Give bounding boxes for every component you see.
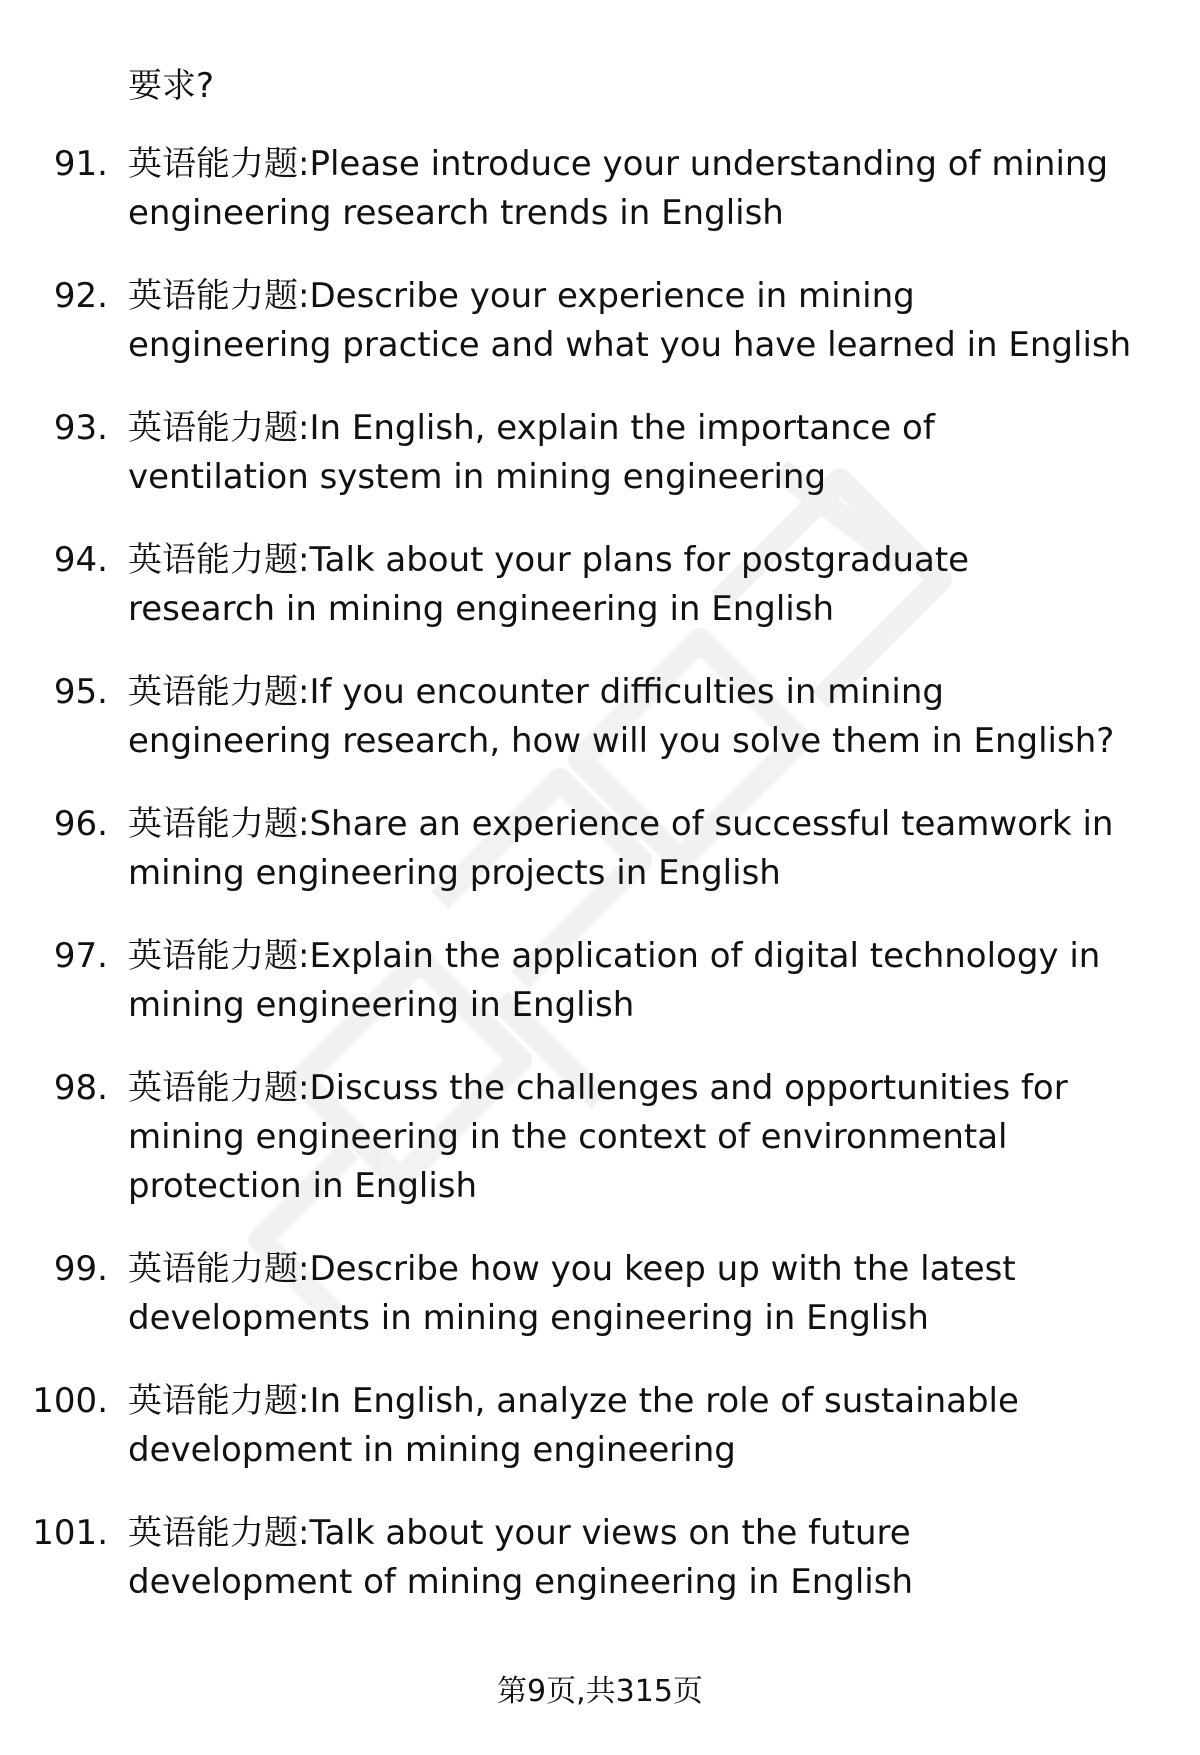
question-line: protection in English [128, 1166, 478, 1206]
question-line-text: In English, analyze the role of sustainable [309, 1381, 1019, 1421]
question-item [0, 140, 1200, 238]
question-line-text: If you encounter difficulties in mining [309, 672, 944, 712]
question-number: 95. [53, 672, 108, 712]
question-line: mining engineering projects in English [128, 853, 781, 893]
question-item [0, 536, 1200, 634]
question-line [128, 1064, 1186, 1113]
question-line [128, 668, 1186, 717]
question-text [128, 1245, 1186, 1343]
question-number: 93. [53, 408, 108, 448]
question-item [0, 800, 1200, 898]
question-prefix: 英语能力题: [128, 1068, 310, 1108]
question-line: development in mining engineering [128, 1430, 736, 1470]
question-line: engineering practice and what you have learned in English [128, 325, 1132, 365]
question-text [128, 1064, 1186, 1211]
question-list [0, 140, 1200, 1641]
question-line [128, 404, 1186, 453]
question-text [128, 404, 1186, 502]
question-text [128, 1377, 1186, 1475]
question-line: engineering research, how will you solve them in English? [128, 721, 1115, 761]
question-item [0, 668, 1200, 766]
question-prefix: 英语能力题: [128, 672, 310, 712]
question-item [0, 1509, 1200, 1607]
question-number: 96. [53, 804, 108, 844]
question-text [128, 140, 1186, 238]
question-text [128, 536, 1186, 634]
question-number: 94. [53, 540, 108, 580]
question-text [128, 668, 1186, 766]
question-line-text: Discuss the challenges and opportunities for [309, 1068, 1068, 1108]
question-item [0, 1064, 1200, 1211]
question-item [0, 272, 1200, 370]
question-prefix: 英语能力题: [128, 804, 310, 844]
question-prefix: 英语能力题: [128, 936, 310, 976]
question-line: mining engineering in English [128, 985, 635, 1025]
question-prefix: 英语能力题: [128, 276, 310, 316]
question-text [128, 932, 1186, 1030]
question-item [0, 1245, 1200, 1343]
question-number: 99. [53, 1249, 108, 1289]
question-line [128, 1377, 1186, 1426]
question-line-text: Share an experience of successful teamwork in [309, 804, 1114, 844]
question-line-text: In English, explain the importance of [309, 408, 935, 448]
question-line-text: Talk about your views on the future [309, 1513, 911, 1553]
question-number: 92. [53, 276, 108, 316]
question-line-text: Describe your experience in mining [309, 276, 915, 316]
question-number: 97. [53, 936, 108, 976]
question-line-text: Describe how you keep up with the latest [309, 1249, 1016, 1289]
question-line: development of mining engineering in English [128, 1562, 913, 1602]
question-line: research in mining engineering in English [128, 589, 835, 629]
question-line [128, 140, 1186, 189]
question-prefix: 英语能力题: [128, 1513, 310, 1553]
question-line [128, 800, 1186, 849]
question-prefix: 英语能力题: [128, 1249, 310, 1289]
question-number: 91. [53, 144, 108, 184]
question-line [128, 1509, 1186, 1558]
question-prefix: 英语能力题: [128, 408, 310, 448]
question-text [128, 1509, 1186, 1607]
question-prefix: 英语能力题: [128, 1381, 310, 1421]
question-prefix: 英语能力题: [128, 144, 310, 184]
question-line [128, 1245, 1186, 1294]
question-line: mining engineering in the context of environmental [128, 1117, 1008, 1157]
question-line: ventilation system in mining engineering [128, 457, 827, 497]
question-text [128, 272, 1186, 370]
question-text [128, 800, 1186, 898]
question-item [0, 1377, 1200, 1475]
question-line: engineering research trends in English [128, 193, 784, 233]
question-line-text: Please introduce your understanding of mining [309, 144, 1109, 184]
question-line: developments in mining engineering in English [128, 1298, 929, 1338]
question-line [128, 272, 1186, 321]
question-number: 101. [32, 1513, 108, 1553]
question-item [0, 932, 1200, 1030]
question-number: 98. [53, 1068, 108, 1108]
question-number: 100. [32, 1381, 108, 1421]
question-prefix: 英语能力题: [128, 540, 310, 580]
question-line-text: Talk about your plans for postgraduate [309, 540, 970, 580]
continuation-text: 要求? [128, 66, 215, 106]
question-line [128, 536, 1186, 585]
question-line [128, 932, 1186, 981]
question-line-text: Explain the application of digital technology in [309, 936, 1101, 976]
question-item [0, 404, 1200, 502]
page-footer: 第9页,共315页 [497, 1674, 703, 1709]
